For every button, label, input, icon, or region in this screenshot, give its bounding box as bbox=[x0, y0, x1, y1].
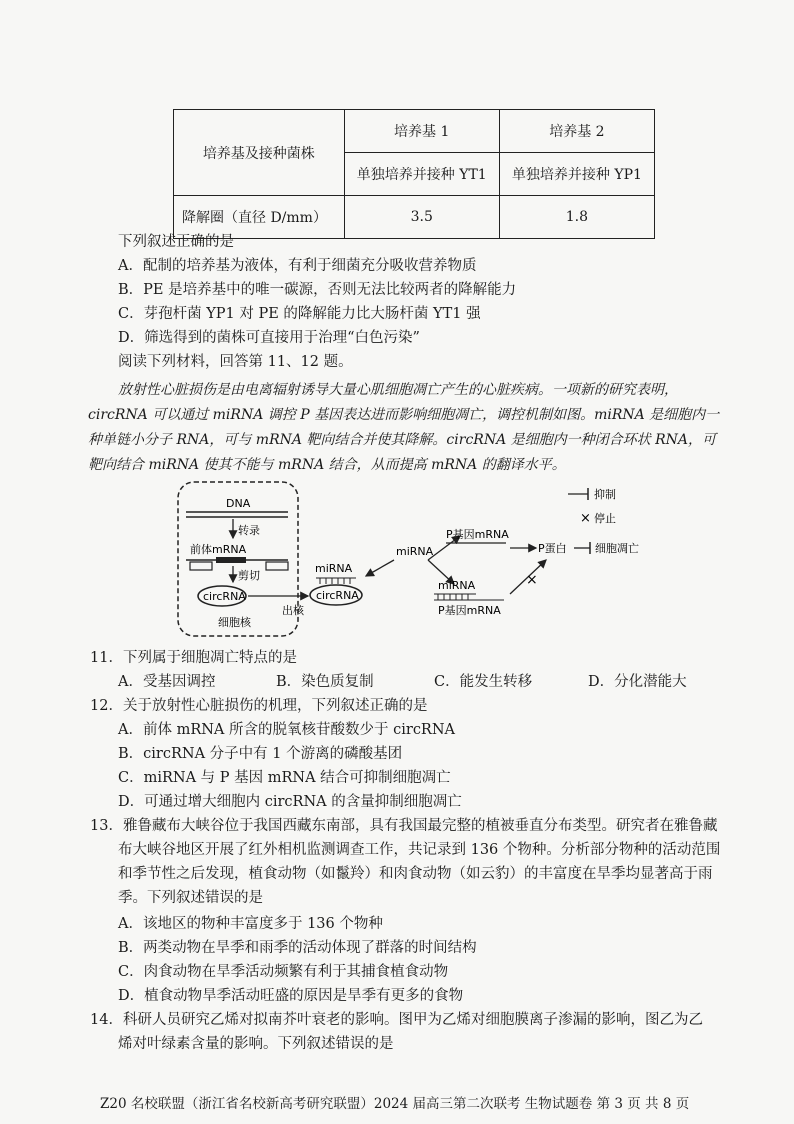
transcription-label: 转录 bbox=[238, 524, 260, 537]
stop-cross-icon: × bbox=[526, 572, 538, 588]
dna-label: DNA bbox=[226, 497, 251, 510]
reading-intro: 阅读下列材料，回答第 11、12 题。 bbox=[118, 354, 353, 370]
material-line-2: circRNA 可以通过 miRNA 调控 P 基因表达进而影响细胞凋亡，调控机制如图。miRNA 是细胞内一 bbox=[88, 407, 720, 423]
table-row-label: 降解圈（直径 D/mm） bbox=[174, 196, 345, 239]
q14-line-1: 14．科研人员研究乙烯对拟南芥叶衰老的影响。图甲为乙烯对细胞膜离子渗漏的影响，图乙为乙 bbox=[90, 1012, 703, 1028]
circrna-nucleus-label: circRNA bbox=[203, 590, 246, 603]
q11-option-a: A．受基因调控 bbox=[118, 674, 216, 690]
material-line-3: 种单链小分子 RNA，可与 mRNA 靶向结合并使其降解。circRNA 是细胞内一种闭合环状 RNA，可 bbox=[88, 432, 716, 448]
nucleus-label: 细胞核 bbox=[218, 616, 251, 629]
culture-table bbox=[173, 109, 655, 239]
table-val2: 1.8 bbox=[499, 196, 654, 239]
regulation-diagram bbox=[170, 476, 690, 642]
pre-mrna-label: 前体mRNA bbox=[190, 543, 247, 556]
table-col2-title: 培养基 2 bbox=[499, 110, 654, 153]
q10-option-d: D．筛选得到的菌株可直接用于治理“白色污染” bbox=[118, 330, 420, 346]
table-col1-title: 培养基 1 bbox=[344, 110, 499, 153]
q13-line-1: 13．雅鲁藏布大峡谷位于我国西藏东南部，具有我国最完整的植被垂直分布类型。研究者在雅鲁藏 bbox=[90, 818, 718, 834]
q11-option-d: D．分化潜能大 bbox=[588, 674, 687, 690]
p-mrna-bottom-label: P基因mRNA bbox=[438, 604, 501, 617]
q10-option-c: C．芽孢杆菌 YP1 对 PE 的降解能力比大肠杆菌 YT1 强 bbox=[118, 306, 481, 322]
q12-option-c: C．miRNA 与 P 基因 mRNA 结合可抑制细胞凋亡 bbox=[118, 770, 451, 786]
table-val1: 3.5 bbox=[344, 196, 499, 239]
table-col1-sub: 单独培养并接种 YT1 bbox=[344, 153, 499, 196]
q12-stem: 12．关于放射性心脏损伤的机理，下列叙述正确的是 bbox=[90, 698, 428, 714]
legend-stop-icon: × bbox=[580, 511, 591, 526]
legend-stop-label: 停止 bbox=[594, 512, 616, 525]
q13-option-b: B．两类动物在旱季和雨季的活动体现了群落的时间结构 bbox=[118, 940, 477, 956]
material-line-4: 靶向结合 miRNA 使其不能与 mRNA 结合，从而提高 mRNA 的翻译水平。 bbox=[88, 457, 566, 473]
q11-option-c: C．能发生转移 bbox=[434, 674, 533, 690]
q14-line-2: 烯对叶绿素含量的影响。下列叙述错误的是 bbox=[118, 1036, 394, 1052]
table-header-label: 培养基及接种菌株 bbox=[174, 110, 345, 196]
page-footer: Z20 名校联盟（浙江省名校新高考研究联盟）2024 届高三第二次联考 生物试题卷 第 3 页 共 8 页 bbox=[100, 1096, 690, 1112]
circrna-cytoplasm-label: circRNA bbox=[316, 589, 359, 602]
mirna-bound-label: miRNA bbox=[315, 562, 353, 575]
q13-line-3: 和季节性之后发现，植食动物（如鬣羚）和肉食动物（如云豹）的丰富度在旱季均显著高于雨 bbox=[118, 866, 713, 882]
legend-inhibit-label: 抑制 bbox=[594, 488, 616, 501]
p-protein-label: P蛋白 bbox=[538, 542, 567, 555]
q11-stem: 11．下列属于细胞凋亡特点的是 bbox=[90, 650, 297, 666]
q12-option-a: A．前体 mRNA 所含的脱氧核苷酸数少于 circRNA bbox=[118, 722, 456, 738]
q10-option-a: A．配制的培养基为液体，有利于细菌充分吸收营养物质 bbox=[118, 258, 477, 274]
export-label: 出核 bbox=[282, 604, 304, 617]
mirna-source-label: miRNA bbox=[396, 545, 434, 558]
q10-stem: 下列叙述正确的是 bbox=[118, 234, 234, 250]
q11-option-b: B．染色质复制 bbox=[276, 674, 374, 690]
table-col2-sub: 单独培养并接种 YP1 bbox=[499, 153, 654, 196]
q12-option-b: B．circRNA 分子中有 1 个游离的磷酸基团 bbox=[118, 746, 403, 762]
mirna-pmrna-label: miRNA bbox=[438, 579, 476, 592]
material-line-1: 放射性心脏损伤是由电离辐射诱导大量心肌细胞凋亡产生的心脏疾病。一项新的研究表明， bbox=[118, 382, 678, 398]
q13-option-c: C．肉食动物在旱季活动频繁有利于其捕食植食动物 bbox=[118, 964, 449, 980]
q13-option-d: D．植食动物旱季活动旺盛的原因是旱季有更多的食物 bbox=[118, 988, 464, 1004]
p-mrna-top-label: P基因mRNA bbox=[446, 528, 509, 541]
q13-line-4: 季。下列叙述错误的是 bbox=[118, 890, 263, 906]
splice-label: 剪切 bbox=[238, 569, 260, 582]
apoptosis-label: 细胞凋亡 bbox=[595, 542, 639, 555]
q13-line-2: 布大峡谷地区开展了红外相机监测调查工作，共记录到 136 个物种。分析部分物种的活动范围 bbox=[118, 842, 721, 858]
q13-option-a: A．该地区的物种丰富度多于 136 个物种 bbox=[118, 916, 383, 932]
q12-option-d: D．可通过增大细胞内 circRNA 的含量抑制细胞凋亡 bbox=[118, 794, 462, 810]
q10-option-b: B．PE 是培养基中的唯一碳源，否则无法比较两者的降解能力 bbox=[118, 282, 517, 298]
